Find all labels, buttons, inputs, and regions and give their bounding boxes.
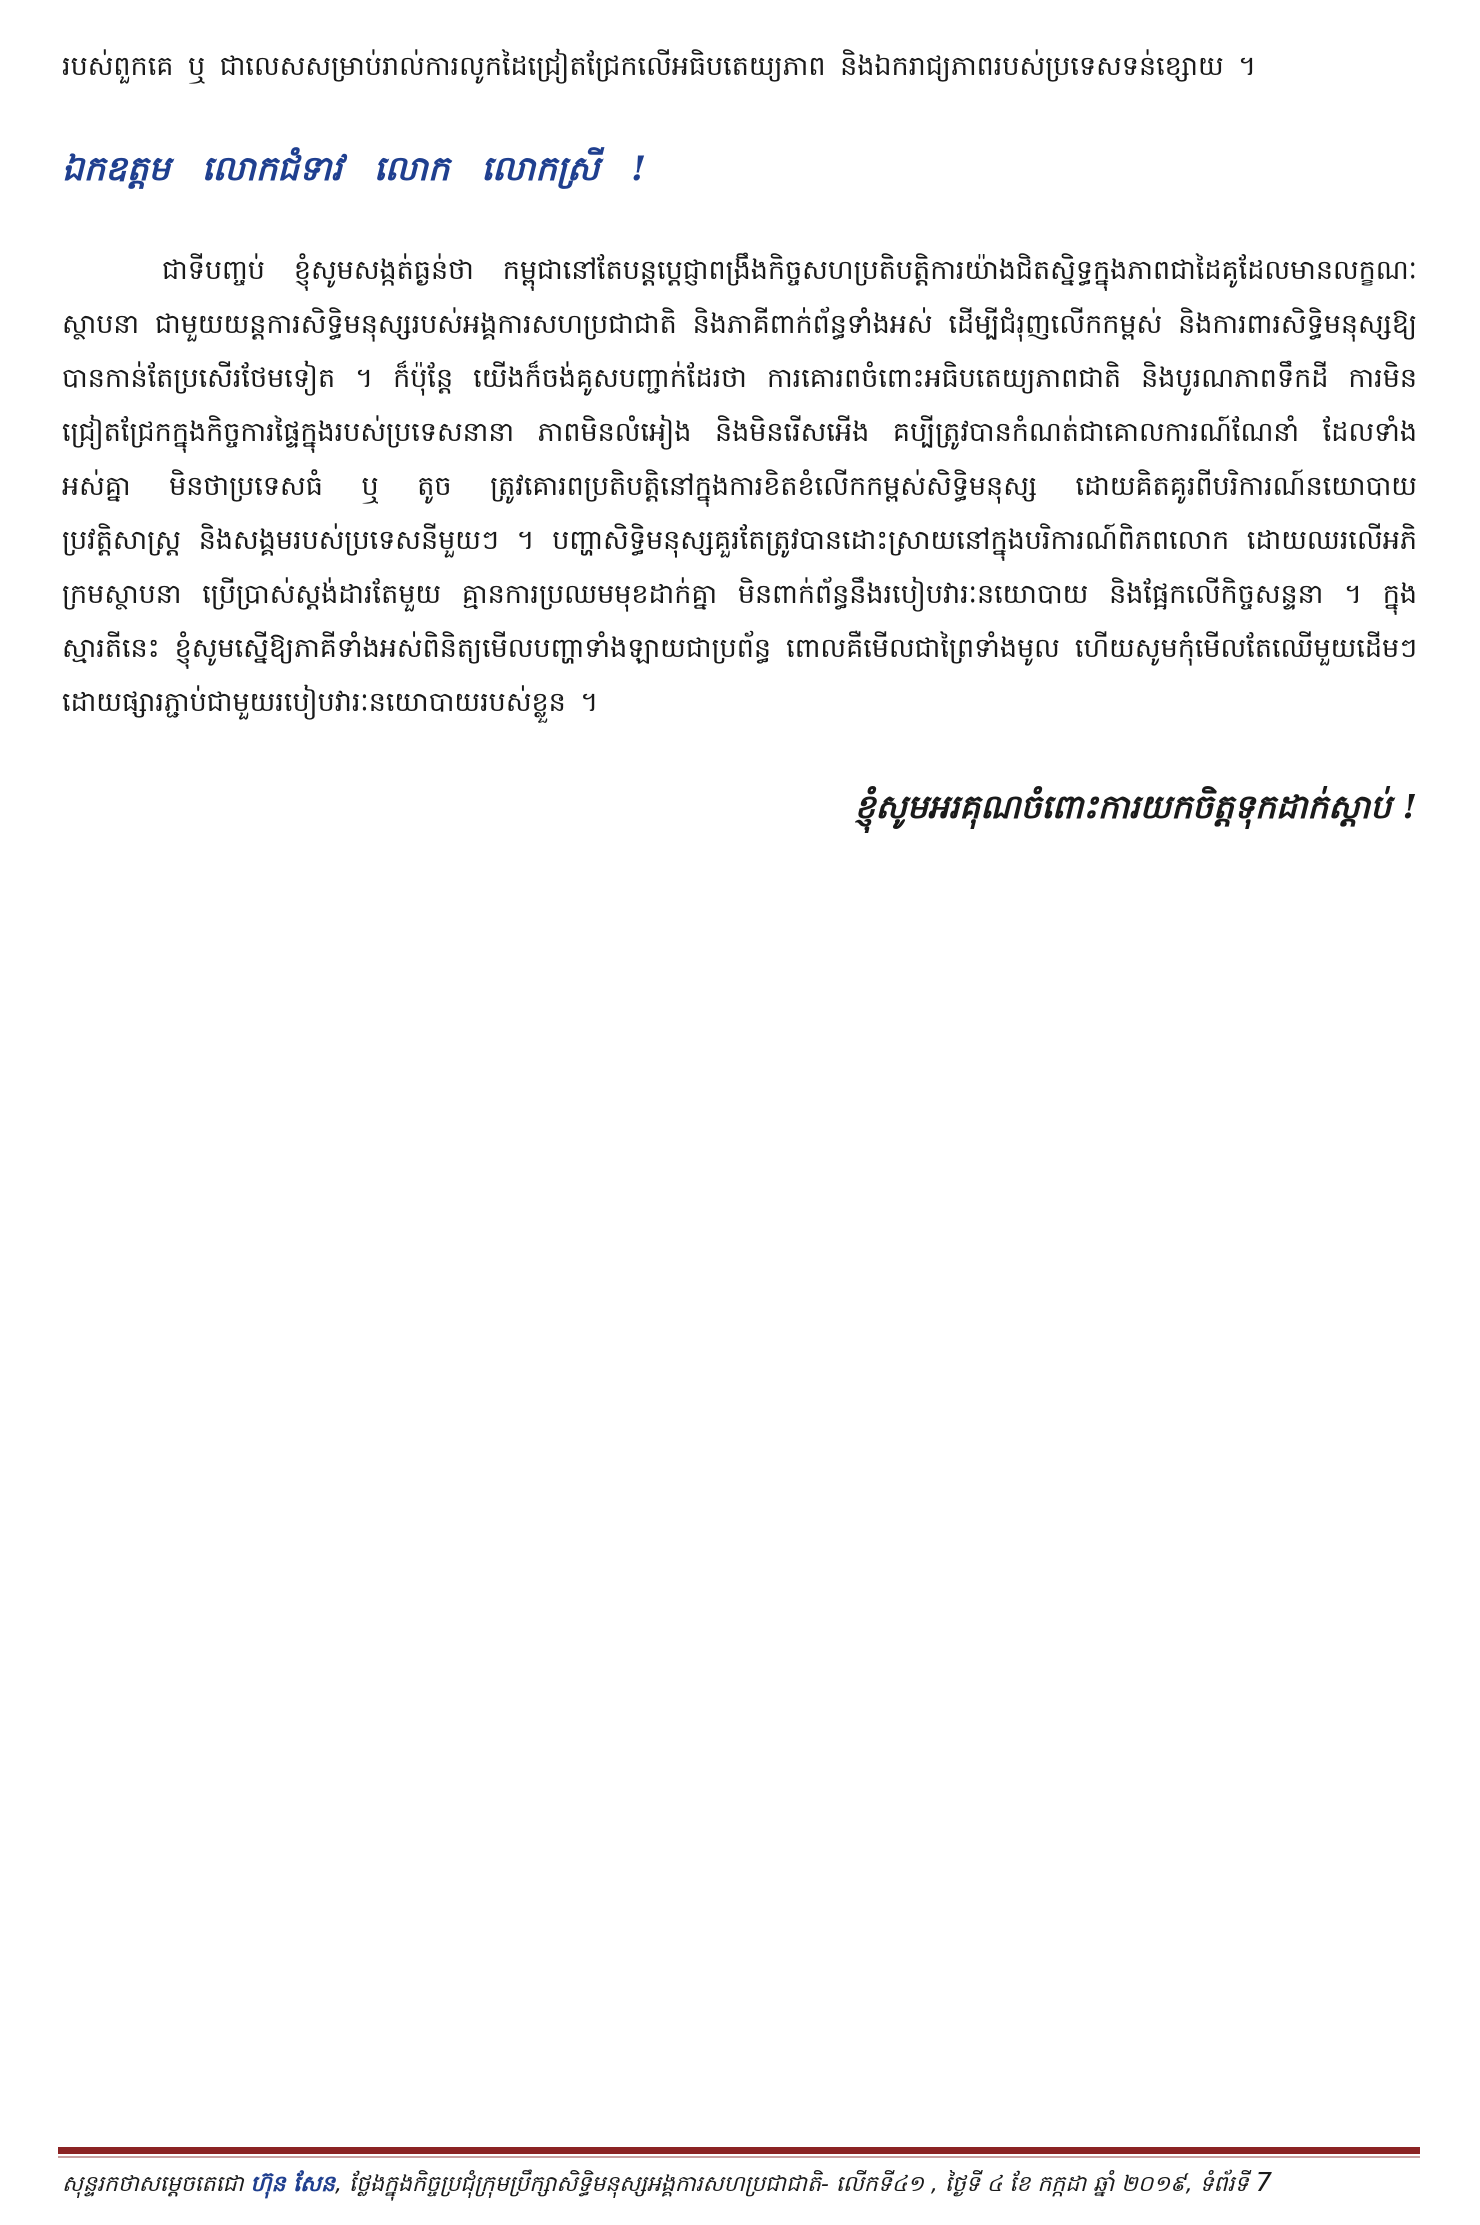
footer-prefix: សុន្ទរកថាសម្តេចតេជោ [62,2172,251,2197]
footer-divider [58,2147,1420,2154]
paragraph-conclusion: ជាទីបញ្ចប់ ខ្ញុំសូមសង្កត់ធ្ងន់ថា កម្ពុជានៅតែបន្តប្តេជ្ញាពង្រឹងកិច្ចសហប្រតិបត្តិការយ៉ាងជិតស្និទ្ធក្នុងភាពជាដៃគូដែលមានលក្ខណៈស្ថាបនា ជាមួយយន្តការសិទ្ធិមនុស្សរបស់អង្គការសហប្រជាជាតិ និងភាគីពាក់ព័ន្ធទាំងអស់ ដើម្បីជំរុញលើកកម្ពស់ និងការពារសិទ្ធិមនុស្សឱ្យបានកាន់តែប្រសើរថែមទៀត ។ ក៏ប៉ុន្តែ យើងក៏ចង់គូសបញ្ជាក់ដែរថា ការគោរពចំពោះអធិបតេយ្យភាពជាតិ និងបូរណភាពទឹកដី ការមិនជ្រៀតជ្រែកក្នុងកិច្ចការផ្ទៃក្នុងរបស់ប្រទេសនានា ភាពមិនលំអៀង និងមិនរើសអើង គប្បីត្រូវបានកំណត់ជាគោលការណ៍ណែនាំ ដែលទាំងអស់គ្នា មិនថាប្រទេសធំ ឬ តូច ត្រូវគោរពប្រតិបត្តិនៅក្នុងការខិតខំលើកកម្ពស់សិទ្ធិមនុស្ស ដោយគិតគូរពីបរិការណ៍នយោបាយ ប្រវត្តិសាស្ត្រ និងសង្គមរបស់ប្រទេសនីមួយៗ ។ បញ្ហាសិទ្ធិមនុស្សគួរតែត្រូវបានដោះស្រាយនៅក្នុងបរិការណ៍ពិភពលោក ដោយឈរលើអភិក្រមស្ថាបនា ប្រើប្រាស់ស្តង់ដារតែមួយ គ្មានការប្រឈមមុខដាក់គ្នា មិនពាក់ព័ន្ធនឹងរបៀបវារៈនយោបាយ និងផ្អែកលើកិច្ចសន្ទនា ។ ក្នុងស្មារតីនេះ ខ្ញុំសូមស្នើឱ្យភាគីទាំងអស់ពិនិត្យមើលបញ្ហាទាំងឡាយជាប្រព័ន្ធ ពោលគឺមើលជាព្រៃទាំងមូល ហើយសូមកុំមើលតែឈើមួយដើមៗ ដោយផ្សារភ្ជាប់ជាមួយរបៀបវារៈនយោបាយរបស់ខ្លួន ។ [62,255,1417,718]
paragraph-continuation: របស់ពួកគេ ឬ ជាលេសសម្រាប់រាល់ការលូកដៃជ្រៀតជ្រែកលើអធិបតេយ្យភាព និងឯករាជ្យភាពរបស់ប្រទេសទន់ខ្សោយ ។ [62,51,1257,82]
footer-event-details: , ថ្លែងក្នុងកិច្ចប្រជុំក្រុមប្រឹក្សាសិទ្ធិមនុស្សអង្គការសហប្រជាជាតិ- លើកទី៤១ , ថ្ងៃទី ៤ ខែ កក្កដា ឆ្នាំ ២០១៩, ទំព័រទី [335,2172,1256,2197]
footer-speaker-name: ហ៊ុន សែន [250,2172,336,2197]
page-number: 7 [1255,2168,1272,2198]
salutation-heading: ឯកឧត្តម លោកជំទាវ លោក លោកស្រី ! [62,149,647,189]
closing-thanks: ខ្ញុំសូមអរគុណចំពោះការយកចិត្តទុកដាក់ស្តាប់ ! [854,787,1417,826]
footer-divider-thin [58,2156,1420,2158]
document-body [62,40,1417,832]
page-footer [62,2163,1417,2205]
